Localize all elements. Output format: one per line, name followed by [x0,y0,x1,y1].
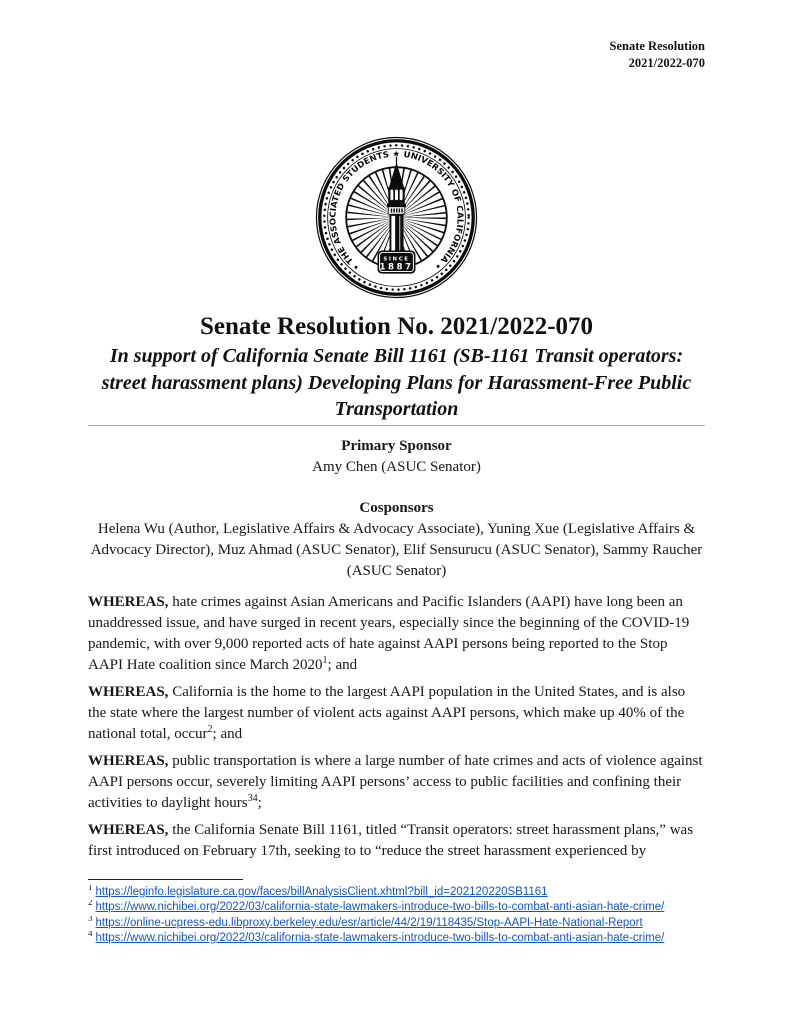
whereas-lead: WHEREAS, [88,593,169,610]
whereas-text: California is the home to the largest AAPI population in the United States, and is also the state where the largest number of violent acts against AAPI persons, which make up 40% of the national total, occur [88,683,686,742]
seal-plaque [378,251,416,274]
seal-since-text: SINCE [383,256,410,263]
whereas-text: hate crimes against Asian Americans and Pacific Islanders (AAPI) have long been an unaddressed issue, and have surged in recent years, especially since the beginning of the COVID-19 pandemic, with over 9,000 reported acts of hate against AAPI persons being reported to the Stop AAPI Hate coalition since March 2020 [88,593,690,673]
footnote-divider [88,879,243,880]
footnote-number: 2 [88,900,93,908]
page-header [88,38,705,71]
asuc-seal-icon [88,135,705,300]
whereas-lead: WHEREAS, [88,683,169,700]
whereas-lead: WHEREAS, [88,752,169,769]
footnote-link[interactable]: https://www.nichibei.org/2022/03/california-state-lawmakers-introduce-two-bills-to-combat-anti-asian-hate-crime/ [95,932,665,944]
footnote-number: 3 [88,915,93,923]
cosponsors-label: Cosponsors [359,499,434,516]
whereas-paragraph [88,682,705,745]
seal-arc-text: • THE ASSOCIATED STUDENTS ★ UNIVERSITY OF CALIFORNIA • [327,148,466,273]
header-line-1: Senate Resolution [609,39,705,53]
footnote-link[interactable]: https://www.nichibei.org/2022/03/california-state-lawmakers-introduce-two-bills-to-combat-anti-asian-hate-crime/ [95,901,665,913]
footnote-ref: 1 [322,654,328,666]
whereas-text: the California Senate Bill 1161, titled “Transit operators: street harassment plans,” was first introduced on February 17th, seeking to to “reduce the street harassment experienced by [88,821,694,859]
whereas-tail: ; [257,794,262,811]
footnote-item [88,916,705,932]
whereas-text: public transportation is where a large number of hate crimes and acts of violence against AAPI persons occur, severely limiting AAPI persons’ access to public facilities and confining their activities to daylight hours [88,752,703,811]
footnote-ref: 2 [207,723,213,735]
whereas-tail: ; and [212,725,243,742]
footnote-item [88,931,705,947]
title-divider [88,425,705,426]
footnotes-section [88,885,705,947]
footnote-ref: 34 [247,792,258,804]
whereas-paragraph [88,592,705,676]
whereas-lead: WHEREAS, [88,821,169,838]
header-line-2: 2021/2022-070 [628,55,705,70]
footnote-link[interactable]: https://leginfo.legislature.ca.gov/faces/billAnalysisClient.xhtml?bill_id=202120220SB1161 [95,885,548,898]
campanile-tower-icon [387,156,406,258]
footnote-number: 4 [88,931,93,939]
seal-year-text: 1887 [379,262,414,273]
page-title: Senate Resolution No. 2021/2022-070 [199,313,594,340]
whereas-tail: ; and [327,656,358,673]
primary-sponsor-label: Primary Sponsor [341,437,452,454]
cosponsors-names: Helena Wu (Author, Legislative Affairs & Advocacy Associate), Yuning Xue (Legislative Affairs & Advocacy Director), Muz Ahmad (ASUC Senator), Elif Sensurucu (ASUC Senator), Sammy Raucher (ASUC Senator) [90,520,703,579]
primary-sponsor-name: Amy Chen (ASUC Senator) [312,458,481,475]
footnote-item [88,900,705,916]
whereas-paragraph [88,751,705,814]
footnote-number: 1 [88,884,93,892]
page-subtitle: In support of California Senate Bill 1161 (SB-1161 Transit operators: street harassment plans) Developing Plans for Harassment-Free Public Transportation [101,345,692,420]
whereas-paragraph [88,820,705,862]
footnote-link[interactable]: https://online-ucpress-edu.libproxy.berkeley.edu/esr/article/44/2/19/118435/Stop-AAPI-Hate-National-Report [95,916,643,929]
footnote-item [88,885,705,901]
